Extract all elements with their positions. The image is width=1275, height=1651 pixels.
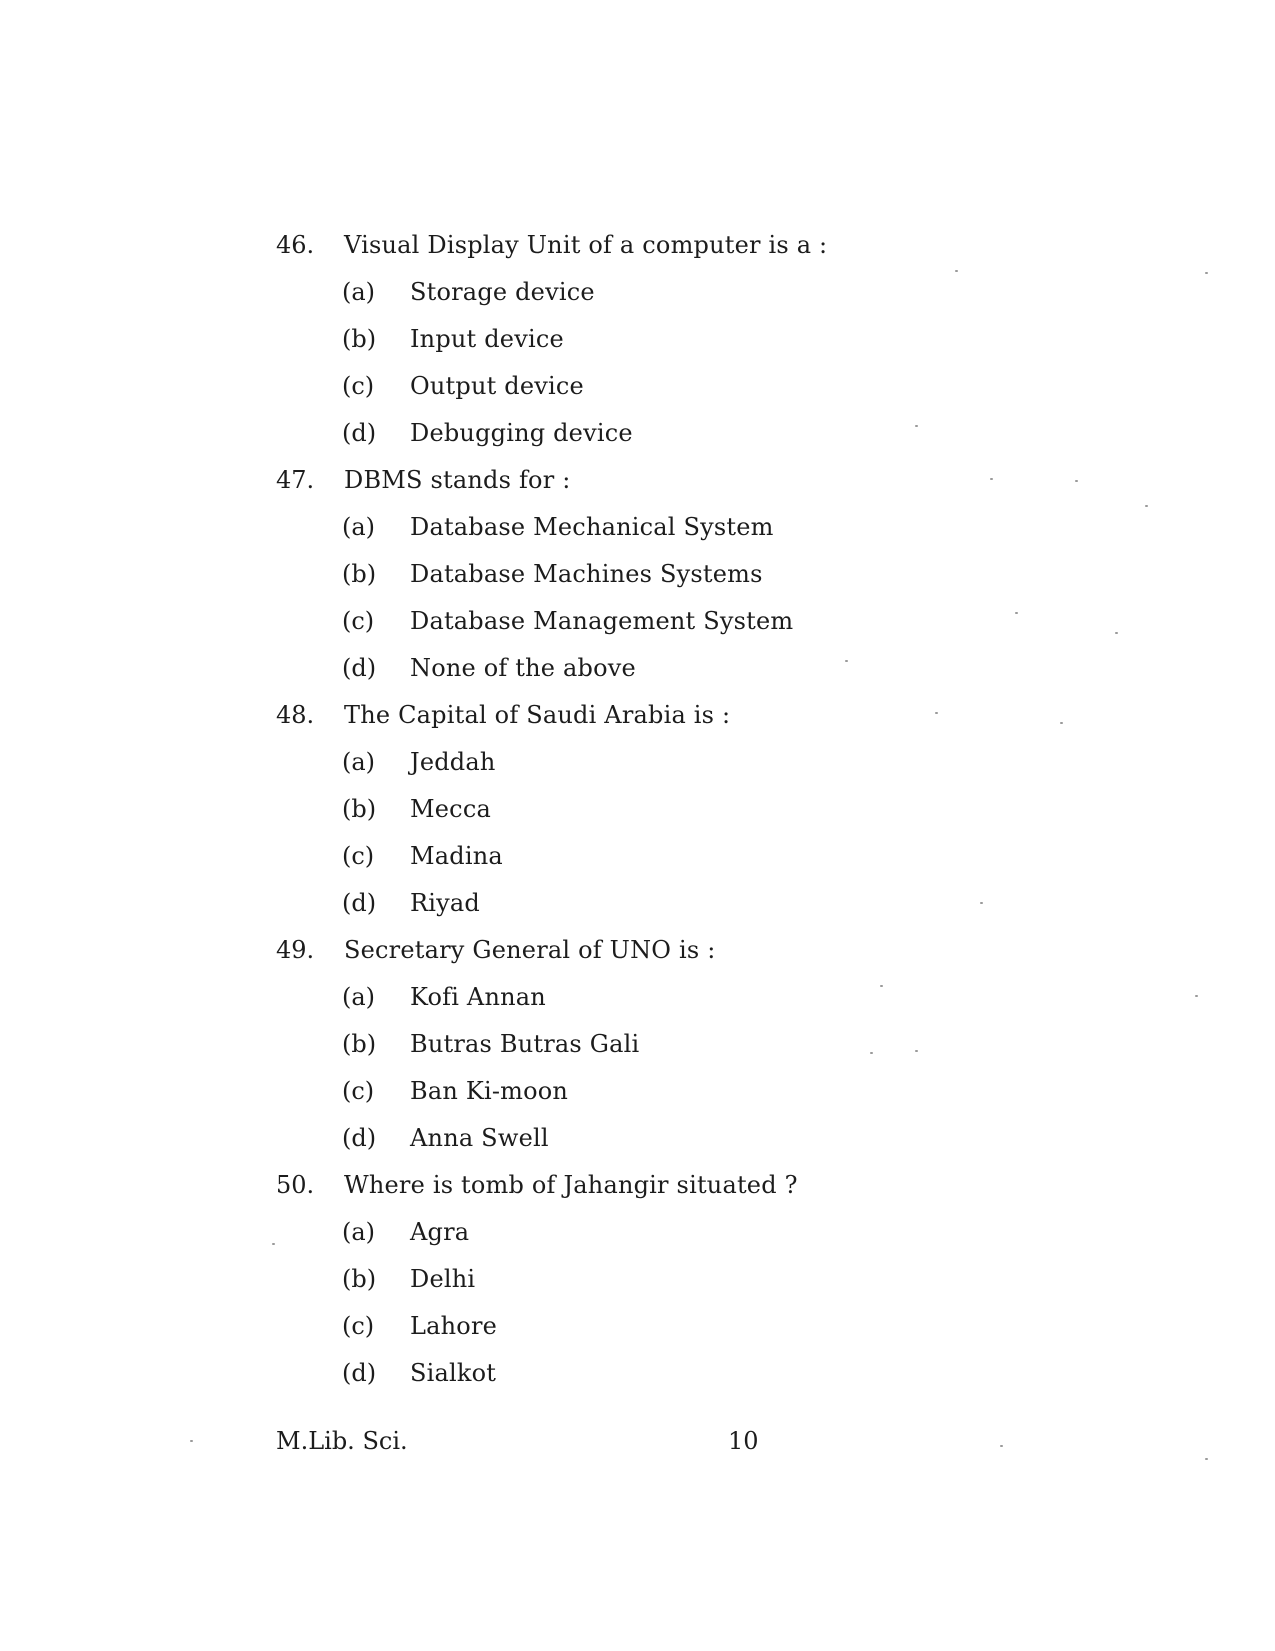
- option-letter: (d): [342, 1124, 377, 1152]
- option-letter: (a): [342, 748, 376, 776]
- option-letter: (b): [342, 560, 377, 588]
- option-letter: (d): [342, 419, 377, 447]
- option-d: [276, 880, 976, 927]
- question-49: [276, 927, 976, 1162]
- option-a: [276, 1209, 976, 1256]
- option-c: [276, 833, 976, 880]
- option-text: Database Machines Systems: [410, 560, 763, 588]
- question-50: [276, 1162, 976, 1397]
- option-text: Riyad: [410, 889, 480, 917]
- option-b: [276, 1021, 976, 1068]
- option-letter: (c): [342, 842, 375, 870]
- question-number: 46.: [276, 231, 315, 259]
- option-text: Anna Swell: [410, 1124, 549, 1152]
- page-footer: [276, 1426, 976, 1456]
- option-c: [276, 363, 976, 410]
- option-text: Delhi: [410, 1265, 476, 1293]
- option-letter: (c): [342, 1312, 375, 1340]
- option-b: [276, 316, 976, 363]
- option-d: [276, 645, 976, 692]
- option-d: [276, 1350, 976, 1397]
- option-text: Ban Ki-moon: [410, 1077, 569, 1105]
- option-a: [276, 974, 976, 1021]
- option-letter: (d): [342, 889, 377, 917]
- option-a: [276, 504, 976, 551]
- option-text: Database Mechanical System: [410, 513, 774, 541]
- option-text: Input device: [410, 325, 564, 353]
- option-text: None of the above: [410, 654, 636, 682]
- option-text: Madina: [410, 842, 503, 870]
- question-47: [276, 457, 976, 692]
- question-number: 47.: [276, 466, 315, 494]
- option-c: [276, 1303, 976, 1350]
- option-text: Database Management System: [410, 607, 794, 635]
- option-letter: (a): [342, 983, 376, 1011]
- option-letter: (c): [342, 607, 375, 635]
- question-list: [276, 222, 976, 1397]
- option-letter: (a): [342, 513, 376, 541]
- option-b: [276, 786, 976, 833]
- option-a: [276, 739, 976, 786]
- question-text: Visual Display Unit of a computer is a :: [344, 231, 828, 259]
- option-letter: (c): [342, 372, 375, 400]
- option-text: Output device: [410, 372, 584, 400]
- question-number: 49.: [276, 936, 315, 964]
- option-b: [276, 1256, 976, 1303]
- question-text: DBMS stands for :: [344, 466, 571, 494]
- option-letter: (a): [342, 278, 376, 306]
- option-text: Lahore: [410, 1312, 498, 1340]
- question-48: [276, 692, 976, 927]
- question-number: 48.: [276, 701, 315, 729]
- question-text: Where is tomb of Jahangir situated ?: [344, 1171, 798, 1199]
- option-letter: (b): [342, 1265, 377, 1293]
- option-letter: (c): [342, 1077, 375, 1105]
- option-d: [276, 1115, 976, 1162]
- course-code: M.Lib. Sci.: [276, 1427, 408, 1455]
- option-text: Agra: [410, 1218, 470, 1246]
- option-d: [276, 410, 976, 457]
- option-letter: (b): [342, 1030, 377, 1058]
- page-number: 10: [728, 1427, 759, 1455]
- question-text: Secretary General of UNO is :: [344, 936, 716, 964]
- option-letter: (d): [342, 1359, 377, 1387]
- option-text: Butras Butras Gali: [410, 1030, 640, 1058]
- option-letter: (b): [342, 325, 377, 353]
- option-text: Sialkot: [410, 1359, 497, 1387]
- option-text: Jeddah: [410, 748, 496, 776]
- option-text: Kofi Annan: [410, 983, 546, 1011]
- option-a: [276, 269, 976, 316]
- question-text: The Capital of Saudi Arabia is :: [344, 701, 731, 729]
- option-letter: (a): [342, 1218, 376, 1246]
- question-46: [276, 222, 976, 457]
- option-text: Debugging device: [410, 419, 633, 447]
- question-number: 50.: [276, 1171, 315, 1199]
- option-b: [276, 551, 976, 598]
- option-text: Mecca: [410, 795, 491, 823]
- option-letter: (b): [342, 795, 377, 823]
- option-c: [276, 598, 976, 645]
- option-text: Storage device: [410, 278, 595, 306]
- option-letter: (d): [342, 654, 377, 682]
- option-c: [276, 1068, 976, 1115]
